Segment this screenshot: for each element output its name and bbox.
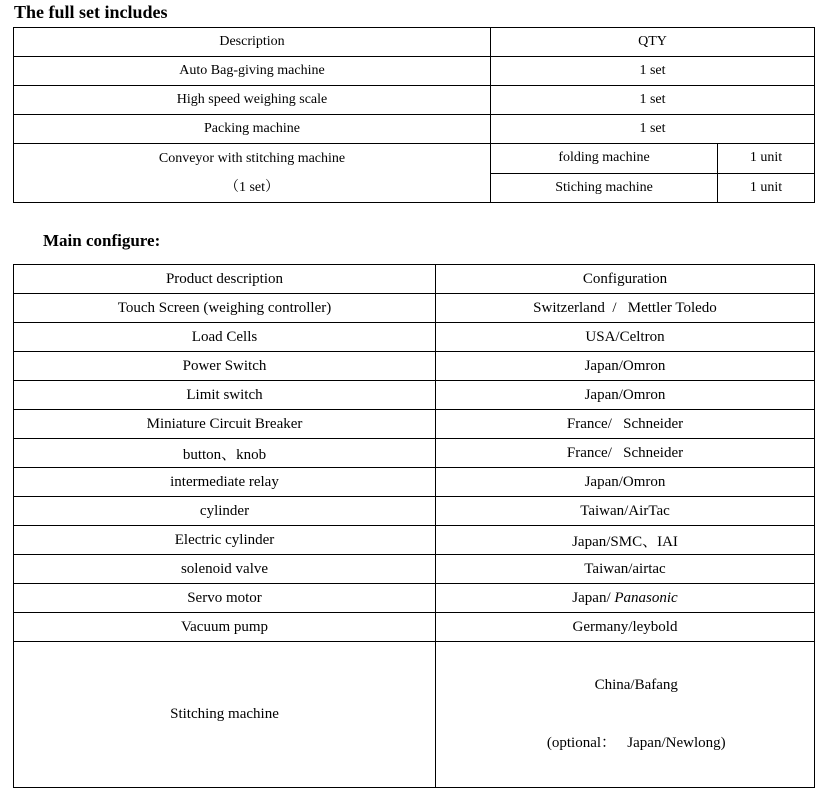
item-qty: 1 set [491,57,815,86]
product-cell: Electric cylinder [14,526,436,555]
product-cell: Limit switch [14,381,436,410]
item-description: Auto Bag-giving machine [14,57,491,86]
product-cell: intermediate relay [14,468,436,497]
table-row [14,294,815,323]
product-cell: solenoid valve [14,555,436,584]
conveyor-line2: （1 set） [224,180,280,195]
part-qty: 1 unit [718,173,815,203]
table-row [14,410,815,439]
table-row [14,381,815,410]
config-brand: Panasonic [614,589,678,606]
full-set-table [13,27,815,203]
config-cell: Taiwan/airtac [436,555,815,584]
config-line2: (optional： Japan/Newlong) [546,735,726,751]
qty-header: QTY [491,28,815,57]
product-cell: Servo motor [14,584,436,613]
config-cell: Germany/leybold [436,613,815,642]
config-cell: France/ Schneider [436,410,815,439]
config-header: Configuration [436,265,815,294]
table-row [14,115,815,144]
config-cell: Japan/Omron [436,352,815,381]
product-cell: button、knob [14,439,436,468]
table-row [14,144,815,174]
config-cell [436,642,815,788]
part-name: folding machine [491,144,718,174]
conveyor-line1: Conveyor with stitching machine [158,151,346,166]
main-configure-table [13,264,815,788]
config-cell: Japan/SMC、IAI [436,526,815,555]
product-cell: Miniature Circuit Breaker [14,410,436,439]
item-qty: 1 set [491,115,815,144]
main-configure-heading: Main configure: [43,231,161,250]
description-header: Description [14,28,491,57]
item-description: High speed weighing scale [14,86,491,115]
table-row [14,497,815,526]
product-cell: Power Switch [14,352,436,381]
table-row [14,57,815,86]
product-header: Product description [14,265,436,294]
config-prefix: Japan/ [572,589,615,606]
table-header-row [14,265,815,294]
table-row [14,439,815,468]
config-cell: Japan/Omron [436,468,815,497]
table-row [14,584,815,613]
product-cell: Touch Screen (weighing controller) [14,294,436,323]
config-cell: Switzerland / Mettler Toledo [436,294,815,323]
table-row [14,642,815,788]
table-row [14,526,815,555]
config-cell: France/ Schneider [436,439,815,468]
config-cell: Japan/Omron [436,381,815,410]
product-cell: Load Cells [14,323,436,352]
config-cell: USA/Celtron [436,323,815,352]
table-row [14,323,815,352]
table-row [14,468,815,497]
config-cell: Taiwan/AirTac [436,497,815,526]
item-qty: 1 set [491,86,815,115]
table-header-row [14,28,815,57]
config-cell [436,584,815,613]
conveyor-description [14,144,491,203]
table-row [14,352,815,381]
product-cell: Vacuum pump [14,613,436,642]
config-line1: China/Bafang [594,677,678,693]
part-qty: 1 unit [718,144,815,174]
table-row [14,613,815,642]
item-description: Packing machine [14,115,491,144]
table-row [14,555,815,584]
product-cell: cylinder [14,497,436,526]
product-cell: Stitching machine [14,642,436,788]
table-row [14,86,815,115]
full-set-heading: The full set includes [14,2,168,22]
part-name: Stiching machine [491,173,718,203]
